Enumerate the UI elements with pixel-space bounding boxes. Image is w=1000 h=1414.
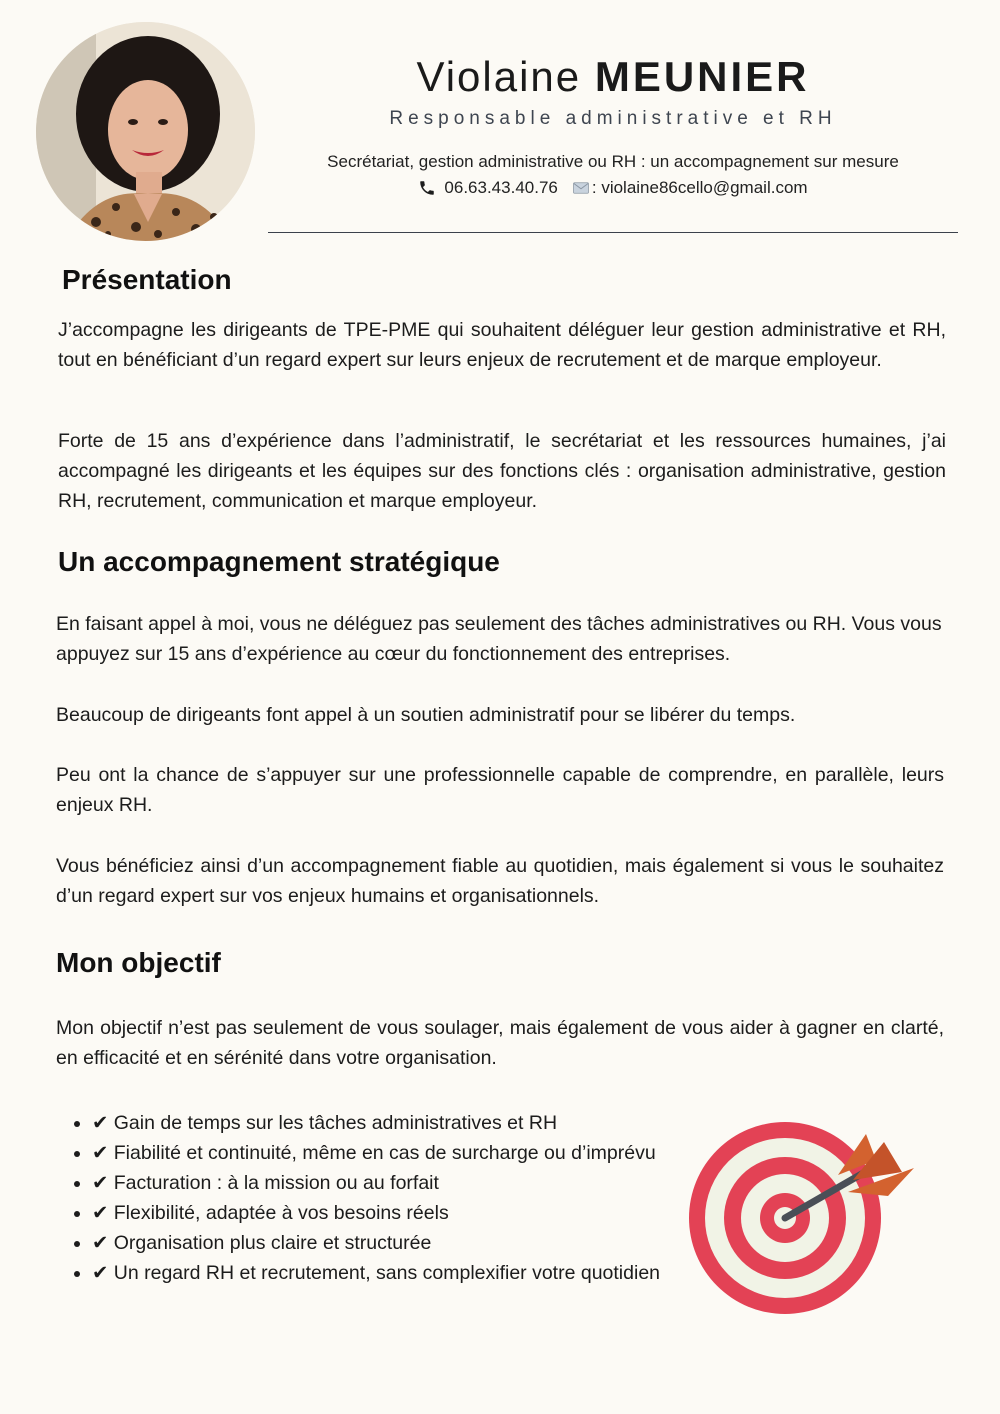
objective-paragraph: Mon objectif n’est pas seulement de vous soulager, mais également de vous aider à gagner en clarté, en efficacité et en sérénité dans votre organisation. [56, 1017, 944, 1069]
strategy-paragraph-1: En faisant appel à moi, vous ne déléguez pas seulement des tâches administratives ou RH. Vous vous appuyez sur 15 ans d’expérience au cœur du fonctionnement des entreprises. [56, 613, 942, 665]
strategy-paragraph-4: Vous bénéficiez ainsi d’un accompagnement fiable au quotidien, mais également si vous le souhaitez d’un regard expert sur vos enjeux humains et organisationnels. [56, 855, 944, 907]
target-icon [688, 1120, 918, 1320]
list-item: • ✔ Fiabilité et continuité, même en cas de surcharge ou d’imprévu [92, 1138, 680, 1168]
list-item: • ✔ Facturation : à la mission ou au forfait [92, 1168, 680, 1198]
job-title: Responsable administrative et RH [389, 108, 837, 129]
envelope-icon [572, 179, 590, 197]
last-name: MEUNIER [594, 53, 810, 100]
portrait-illustration [36, 22, 255, 241]
section-title-strategy: Un accompagnement stratégique [58, 546, 500, 577]
email-address[interactable]: : violaine86cello@gmail.com [591, 178, 808, 197]
presentation-paragraph-2: Forte de 15 ans d’expérience dans l’administratif, le secrétariat et les ressources humaines, j’ai accompagné les dirigeants et les équipes sur des fonctions clés : organisation administrative, gestion RH, recrutement, communication et marque employeur. [58, 430, 946, 512]
phone-number[interactable]: 06.63.43.40.76 [444, 178, 558, 197]
list-item: • ✔ Organisation plus claire et structurée [92, 1228, 680, 1258]
section-title-presentation: Présentation [62, 264, 232, 295]
benefits-list [56, 1108, 680, 1288]
list-item: • ✔ Un regard RH et recrutement, sans complexifier votre quotidien [92, 1258, 680, 1288]
profile-photo [36, 22, 255, 241]
strategy-paragraph-3: Peu ont la chance de s’appuyer sur une professionnelle capable de comprendre, en parallèle, leurs enjeux RH. [56, 764, 944, 816]
presentation-paragraph-1: J’accompagne les dirigeants de TPE-PME qui souhaitent déléguer leur gestion administrative et RH, tout en bénéficiant d’un regard expert sur leurs enjeux de recrutement et de marque employeur. [58, 319, 946, 371]
strategy-paragraph-2: Beaucoup de dirigeants font appel à un soutien administratif pour se libérer du temps. [56, 704, 796, 726]
contact-line [268, 178, 958, 198]
tagline: Secrétariat, gestion administrative ou RH : un accompagnement sur mesure [327, 152, 899, 171]
list-item: • ✔ Gain de temps sur les tâches administratives et RH [92, 1108, 680, 1138]
list-item: • ✔ Flexibilité, adaptée à vos besoins réels [92, 1198, 680, 1228]
header [268, 52, 958, 198]
phone-icon [418, 179, 436, 197]
first-name: Violaine [416, 53, 582, 100]
header-divider [268, 232, 958, 233]
section-title-objective: Mon objectif [56, 947, 221, 978]
full-name [268, 52, 958, 102]
